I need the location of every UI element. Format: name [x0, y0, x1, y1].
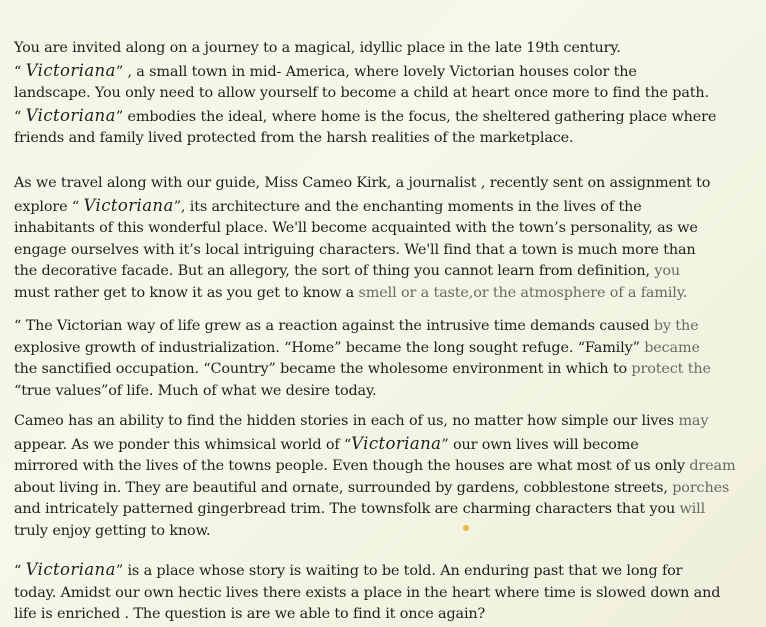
paragraph-victorian-way — [14, 316, 711, 402]
text-line: mirrored with the lives of the towns people. Even though the houses are what most of us only dream — [14, 458, 736, 475]
text-line: truly enjoy getting to know. — [14, 522, 211, 539]
text-line: must rather get to know it as you get to know a smell or a taste,or the atmosphere of a family. — [14, 284, 688, 301]
text-line: inhabitants of this wonderful place. We'll become acquainted with the town’s personality, as we — [14, 220, 698, 237]
stain-dot — [463, 525, 469, 531]
script-title: Victoriana — [25, 105, 116, 125]
text-line: “ Victoriana” embodies the ideal, where home is the focus, the sheltered gathering place where — [14, 105, 717, 125]
text-line: life is enriched . The question is are we able to find it once again? — [14, 606, 486, 623]
text-line: today. Amidst our own hectic lives there exists a place in the heart where time is slowed down and — [14, 584, 721, 601]
script-title: Victoriana — [25, 560, 116, 579]
text-line: “ Victoriana” is a place whose story is waiting to be told. An enduring past that we long for — [14, 560, 683, 579]
text-line: the sanctified occupation. “Country” became the wholesome environment in which to protect the — [14, 361, 711, 378]
text-line: about living in. They are beautiful and ornate, surrounded by gardens, cobblestone streets, porches — [14, 479, 730, 496]
script-title: Victoriana — [351, 433, 442, 453]
text-line: appear. As we ponder this whimsical world of “Victoriana” our own lives will become — [14, 433, 639, 453]
text-line: As we travel along with our guide, Miss Cameo Kirk, a journalist , recently sent on assignment to — [14, 175, 711, 191]
paragraph-closing — [14, 559, 720, 626]
text-line: engage ourselves with it’s local intriguing characters. We'll find that a town is much more than — [14, 241, 696, 258]
paragraph-invitation — [14, 38, 716, 150]
text-line: the decorative facade. But an allegory, the sort of thing you cannot learn from definition, you — [14, 263, 680, 280]
text-line: explosive growth of industrialization. “Home” became the long sought refuge. “Family” became — [14, 339, 700, 356]
text-line: “true values”of life. Much of what we desire today. — [14, 382, 377, 399]
paragraph-cameo — [14, 411, 735, 543]
script-title: Victoriana — [25, 60, 116, 80]
paragraph-guide — [14, 173, 710, 305]
script-title: Victoriana — [83, 195, 174, 215]
text-line: landscape. You only need to allow yourself to become a child at heart once more to find the path. — [14, 85, 709, 102]
text-line: explore “ Victoriana”, its architecture and the enchanting moments in the lives of the — [14, 195, 642, 215]
text-line: “ The Victorian way of life grew as a reaction against the intrusive time demands caused by the — [14, 318, 699, 334]
text-line: friends and family lived protected from the harsh realities of the marketplace. — [14, 130, 574, 147]
text-line: Cameo has an ability to find the hidden stories in each of us, no matter how simple our lives may — [14, 413, 709, 429]
text-line: and intricately patterned gingerbread trim. The townsfolk are charming characters that you will — [14, 501, 706, 518]
text-line: You are invited along on a journey to a magical, idyllic place in the late 19th century. — [14, 40, 621, 56]
text-line: “ Victoriana” , a small town in mid- America, where lovely Victorian houses color the — [14, 60, 637, 80]
